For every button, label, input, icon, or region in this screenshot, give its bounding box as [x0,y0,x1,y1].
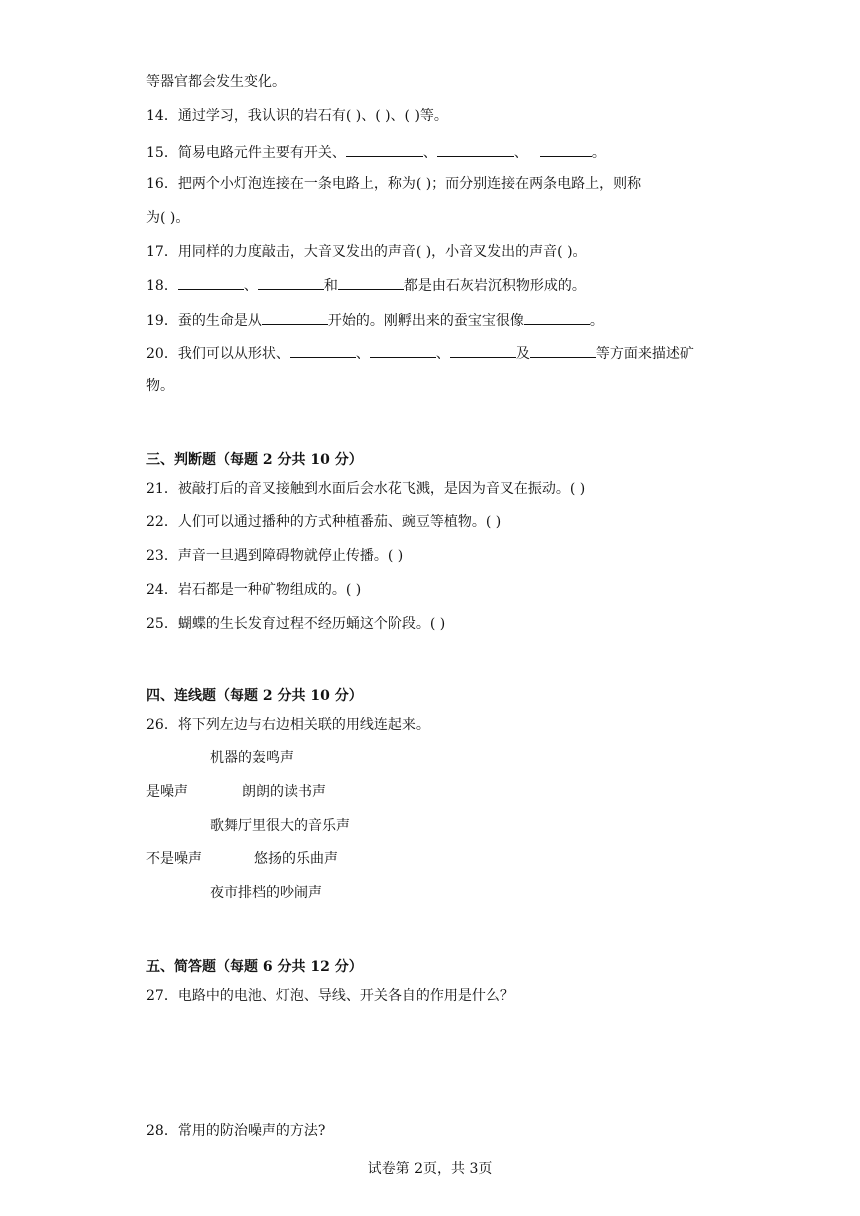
question-17: 17．用同样的力度敲击，大音叉发出的声音( )，小音叉发出的声音( )。 [146,244,587,260]
section-3-title: 三、判断题（每题 2 分共 10 分） [146,452,363,468]
match-left-item[interactable]: 不是噪声 [146,851,202,867]
q15-prefix: 15．简易电路元件主要有开关、 [146,145,346,161]
match-right-item[interactable]: 悠扬的乐曲声 [254,851,338,867]
q19-blank-2[interactable] [524,310,590,325]
q18-sep-2: 和 [323,278,338,294]
question-24: 24．岩石都是一种矿物组成的。( ) [146,582,362,598]
match-left-item[interactable]: 是噪声 [146,784,188,800]
q20-blank-4[interactable] [530,343,596,358]
match-right-item[interactable]: 朗朗的读书声 [242,784,326,800]
q15-sep-2: 、 [513,145,528,161]
q15-blank-3[interactable] [540,142,592,157]
q20-sep-1: 、 [355,346,370,362]
section-5-title: 五、简答题（每题 6 分共 12 分） [146,959,363,975]
match-right-item[interactable]: 歌舞厅里很大的音乐声 [210,818,350,834]
q18-sep-1: 、 [243,278,258,294]
q20-blank-3[interactable] [450,343,516,358]
q19-middle: 开始的。刚孵出来的蚕宝宝很像 [327,313,524,329]
question-26-prompt: 26．将下列左边与右边相关联的用线连起来。 [146,717,430,733]
q19-prefix: 19．蚕的生命是从 [146,313,262,329]
q15-sep-1: 、 [422,145,437,161]
q20-prefix: 20．我们可以从形状、 [146,346,290,362]
q20-blank-2[interactable] [370,343,436,358]
q20-blank-1[interactable] [290,343,356,358]
q19-blank-1[interactable] [262,310,328,325]
question-20-line-2: 物。 [146,378,174,394]
question-22: 22．人们可以通过播种的方式种植番茄、豌豆等植物。( ) [146,514,502,530]
question-16-line-1: 16．把两个小灯泡连接在一条电路上，称为( )；而分别连接在两条电路上，则称 [146,176,642,192]
question-18 [146,275,586,296]
section-4-title: 四、连线题（每题 2 分共 10 分） [146,688,363,704]
question-20 [146,343,694,364]
match-right-item[interactable]: 夜市排档的吵闹声 [210,885,322,901]
q18-end: 都是由石灰岩沉积物形成的。 [403,278,586,294]
q18-blank-3[interactable] [338,275,404,290]
q20-sep-2: 、 [435,346,450,362]
question-28: 28．常用的防治噪声的方法? [146,1123,326,1139]
question-25: 25．蝴蝶的生长发育过程不经历蛹这个阶段。( ) [146,616,446,632]
q19-end: 。 [589,313,604,329]
question-19 [146,310,604,331]
q15-blank-2[interactable] [437,142,514,157]
q18-blank-1[interactable] [178,275,244,290]
question-27: 27．电路中的电池、灯泡、导线、开关各自的作用是什么？ [146,988,514,1004]
match-right-item[interactable]: 机器的轰鸣声 [210,750,294,766]
q15-end: 。 [591,145,606,161]
q18-blank-2[interactable] [258,275,324,290]
page-footer: 试卷第 2页，共 3页 [367,1161,493,1177]
continued-text: 等器官都会发生变化。 [146,74,286,90]
question-23: 23．声音一旦遇到障碍物就停止传播。( ) [146,548,404,564]
question-15 [146,142,606,163]
question-14: 14．通过学习，我认识的岩石有( )、( )、( )等。 [146,108,448,124]
q20-end: 等方面来描述矿 [595,346,694,362]
q20-sep-3: 及 [515,346,530,362]
q18-prefix: 18． [146,278,178,294]
q15-blank-1[interactable] [346,142,423,157]
question-21: 21．被敲打后的音叉接触到水面后会水花飞溅，是因为音叉在振动。( ) [146,481,586,497]
question-16-line-2: 为( )。 [146,210,190,226]
